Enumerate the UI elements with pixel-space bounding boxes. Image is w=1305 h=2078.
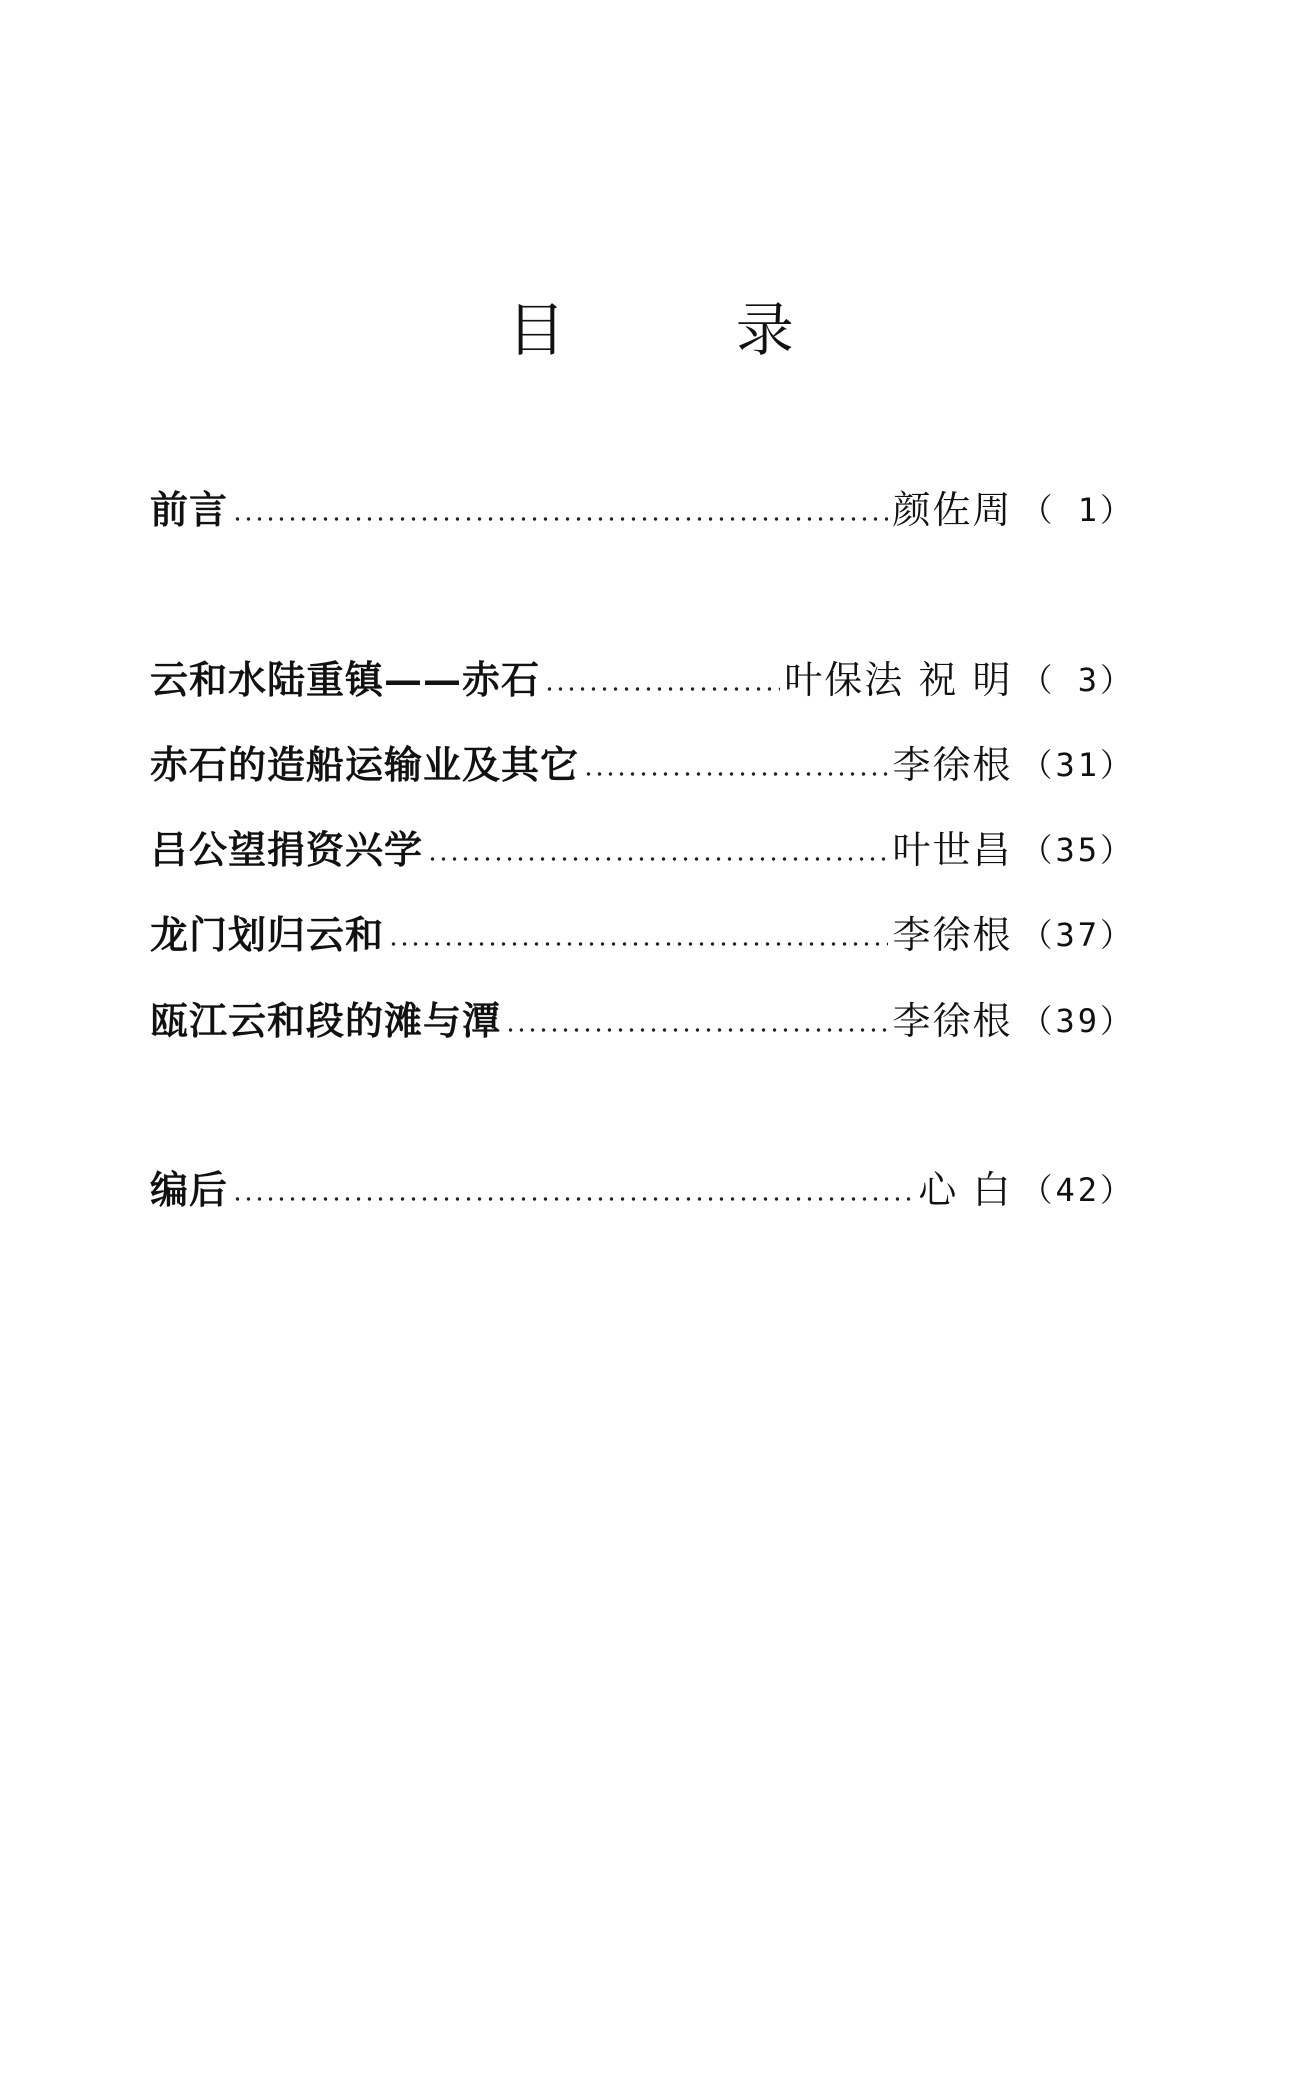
toc-entry-title: 吕公望捐资兴学: [150, 827, 424, 872]
toc-entry-page: （35）: [1020, 831, 1135, 869]
toc-entry-author: 叶世昌: [892, 828, 1013, 872]
page-title-char: 录: [735, 296, 798, 364]
dot-leader: [583, 772, 888, 776]
toc-entry-page: （ 3）: [1020, 661, 1135, 699]
toc-entry-author: 心 白: [918, 1168, 1013, 1212]
dot-leader: [232, 1197, 914, 1201]
toc-entry[interactable]: [150, 737, 1135, 793]
toc-entry-author: 颜佐周: [892, 488, 1013, 532]
toc-entry-title: 赤石的造船运输业及其它: [150, 742, 580, 787]
toc-entry-page: （42）: [1020, 1171, 1135, 1209]
toc-entry-title: 编后: [150, 1167, 229, 1212]
toc-entry-title: 前言: [150, 487, 229, 532]
toc-entry-title: 瓯江云和段的滩与潭: [150, 998, 502, 1043]
page-title: [0, 290, 1305, 370]
toc-entry[interactable]: [150, 652, 1135, 708]
toc-entry-title: 云和水陆重镇——赤石: [150, 657, 541, 702]
toc-entry-title: 龙门划归云和: [150, 912, 385, 957]
dot-leader: [388, 942, 888, 946]
dot-leader: [505, 1028, 888, 1032]
toc-entry-page: （31）: [1020, 746, 1135, 784]
toc-entry-afterword[interactable]: [150, 1162, 1135, 1218]
toc-entry-author: 李徐根: [892, 999, 1013, 1043]
toc-entry-page: （39）: [1020, 1002, 1135, 1040]
toc-entry-author: 李徐根: [892, 743, 1013, 787]
toc-entry-page: （ 1）: [1020, 491, 1135, 529]
toc-entry[interactable]: [150, 822, 1135, 878]
toc-entry[interactable]: [150, 993, 1135, 1049]
toc-entry[interactable]: [150, 907, 1135, 963]
toc-entry-page: （37）: [1020, 916, 1135, 954]
toc-entry-author: 叶保法 祝 明: [784, 658, 1013, 702]
dot-leader: [427, 857, 888, 861]
toc-entry-author: 李徐根: [892, 913, 1013, 957]
dot-leader: [232, 517, 888, 521]
page-title-char: 目: [507, 296, 570, 364]
toc-entry-preface[interactable]: [150, 482, 1135, 538]
dot-leader: [544, 687, 780, 691]
